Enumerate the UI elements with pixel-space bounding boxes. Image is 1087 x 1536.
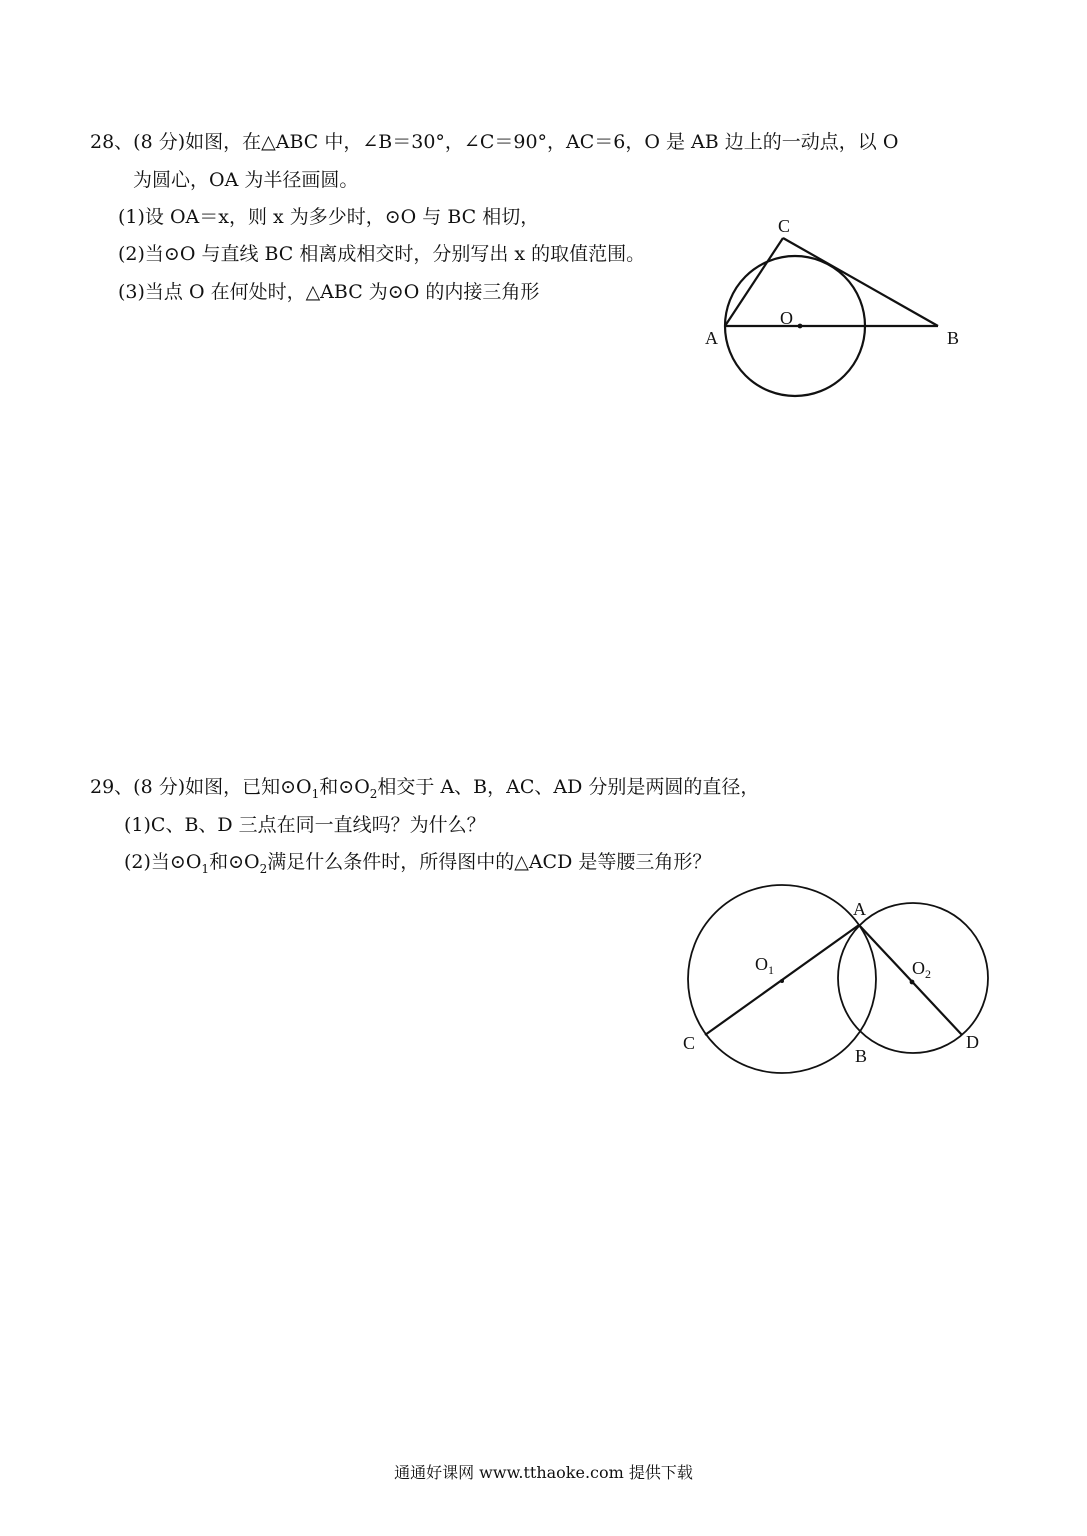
q29-sub1: (1)C、B、D 三点在同一直线吗？为什么？	[124, 814, 486, 836]
q29-line1-pre: 29、(8 分)如图，已知⊙O	[90, 776, 312, 798]
q28-label-o: O	[780, 308, 793, 328]
q28-label-b: B	[947, 328, 960, 348]
q29-label-b: B	[855, 1046, 868, 1066]
q29-sub2-post: 满足什么条件时，所得图中的△ACD 是等腰三角形？	[267, 851, 712, 873]
q28-label-c: C	[778, 216, 791, 236]
q29-label-o1-letter: O	[755, 954, 768, 974]
q29-sub2-pre: (2)当⊙O	[124, 851, 202, 873]
q29-diameter-ad	[859, 925, 962, 1035]
q29-sub2-s1: 1	[201, 861, 210, 876]
q29-line1	[90, 775, 759, 806]
q28-center-dot	[798, 324, 803, 329]
q29-label-c: C	[683, 1033, 696, 1053]
q28-segment-ac	[725, 238, 783, 326]
q29-center-o2-dot	[910, 980, 915, 985]
q29-label-a: A	[853, 899, 866, 919]
q28-sub2: (2)当⊙O 与直线 BC 相离成相交时，分别写出 x 的取值范围。	[118, 243, 646, 265]
q29-label-d: D	[966, 1032, 979, 1052]
q28-sub1: (1)设 OA＝x，则 x 为多少时，⊙O 与 BC 相切，	[118, 206, 540, 228]
q29-figure	[670, 885, 1010, 1085]
q29-label-o2-letter: O	[912, 958, 925, 978]
q28-label-a: A	[705, 328, 718, 348]
q29-label-o2-sub: 2	[925, 967, 931, 981]
q28-segment-cb	[783, 238, 938, 326]
q29-sub2-mid: 和⊙O	[209, 851, 260, 873]
q29-label-o2	[912, 958, 931, 981]
q29-label-o1	[755, 954, 774, 977]
q29-line1-sub2: 2	[369, 786, 378, 801]
q29-label-o1-sub: 1	[768, 963, 774, 977]
q28-sub3: (3)当点 O 在何处时，△ABC 为⊙O 的内接三角形	[118, 281, 540, 303]
q28-line1: 28、(8 分)如图，在△ABC 中，∠B＝30°，∠C＝90°，AC＝6，O 是 AB 边上的一动点，以 O	[90, 131, 899, 153]
q29-line1-post: 相交于 A、B，AC、AD 分别是两圆的直径，	[377, 776, 760, 798]
q29-sub2	[124, 850, 711, 881]
q28-figure	[690, 205, 980, 405]
footer-credit: 通通好课网 www.tthaoke.com 提供下载	[394, 1463, 693, 1482]
q29-sub2-s2: 2	[259, 861, 268, 876]
q28-line2: 为圆心，OA 为半径画圆。	[133, 169, 359, 191]
q29-center-o1-dot	[780, 979, 784, 983]
q29-line1-mid: 和⊙O	[319, 776, 370, 798]
q29-line1-sub1: 1	[311, 786, 320, 801]
